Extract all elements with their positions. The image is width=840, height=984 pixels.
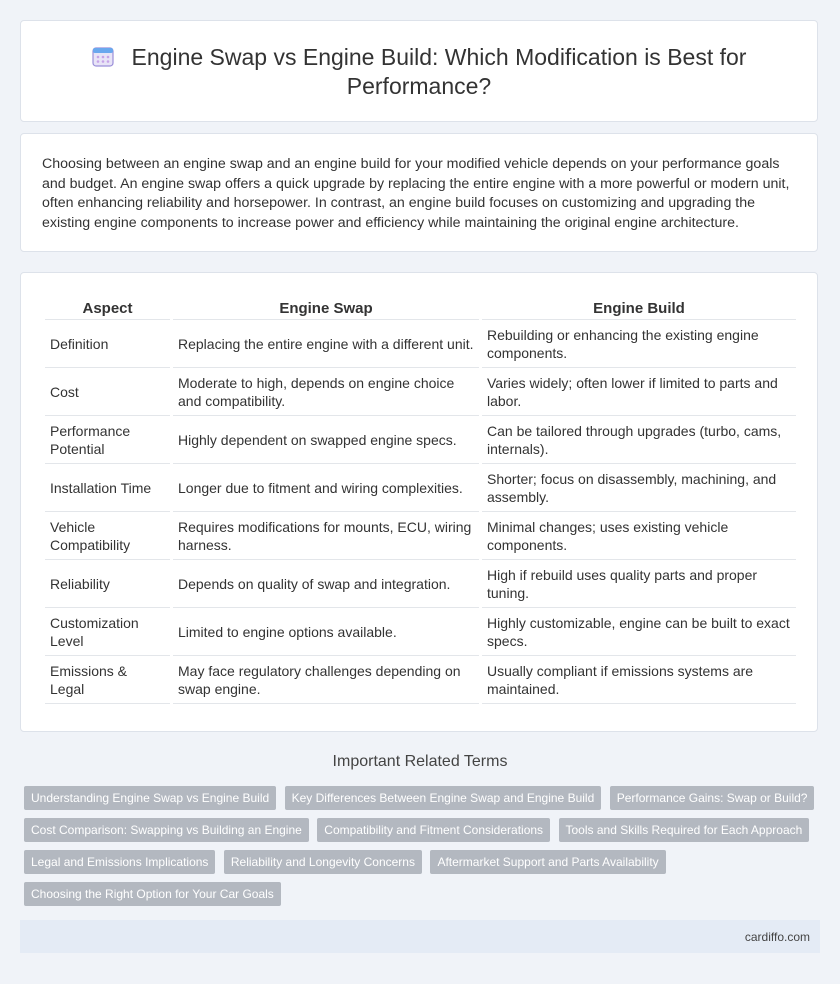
row-build: Shorter; focus on disassembly, machining, and assembly. bbox=[482, 464, 796, 512]
intro-card bbox=[20, 133, 818, 252]
row-swap: Highly dependent on swapped engine specs. bbox=[173, 416, 479, 464]
related-term-tag[interactable]: Compatibility and Fitment Considerations bbox=[317, 818, 550, 842]
row-build: Usually compliant if emissions systems are maintained. bbox=[482, 656, 796, 704]
title-card bbox=[20, 20, 818, 122]
table-row bbox=[45, 560, 796, 608]
row-swap: Longer due to fitment and wiring complexities. bbox=[173, 464, 479, 512]
row-build: Minimal changes; uses existing vehicle components. bbox=[482, 512, 796, 560]
header-engine-build: Engine Build bbox=[482, 297, 796, 320]
comparison-table bbox=[42, 297, 799, 704]
row-aspect: Installation Time bbox=[45, 464, 170, 512]
related-term-tag[interactable]: Performance Gains: Swap or Build? bbox=[610, 786, 815, 810]
row-aspect: Customization Level bbox=[45, 608, 170, 656]
table-row bbox=[45, 368, 796, 416]
row-swap: Limited to engine options available. bbox=[173, 608, 479, 656]
row-aspect: Definition bbox=[45, 320, 170, 368]
row-aspect: Vehicle Compatibility bbox=[45, 512, 170, 560]
related-terms-title: Important Related Terms bbox=[332, 753, 508, 770]
row-swap: Depends on quality of swap and integration. bbox=[173, 560, 479, 608]
comparison-card bbox=[20, 272, 818, 732]
row-build: Varies widely; often lower if limited to parts and labor. bbox=[482, 368, 796, 416]
table-row bbox=[45, 512, 796, 560]
page-title: Engine Swap vs Engine Build: Which Modification is Best for Performance? bbox=[131, 44, 747, 99]
page-title-wrap bbox=[21, 43, 817, 101]
related-term-tag[interactable]: Key Differences Between Engine Swap and Engine Build bbox=[285, 786, 602, 810]
related-term-tag[interactable]: Aftermarket Support and Parts Availability bbox=[430, 850, 665, 874]
related-terms-list bbox=[24, 786, 824, 914]
row-aspect: Cost bbox=[45, 368, 170, 416]
row-aspect: Emissions & Legal bbox=[45, 656, 170, 704]
row-build: Can be tailored through upgrades (turbo, cams, internals). bbox=[482, 416, 796, 464]
table-row bbox=[45, 464, 796, 512]
table-row bbox=[45, 656, 796, 704]
footer-site-link[interactable]: cardiffo.com bbox=[744, 930, 810, 944]
intro-paragraph: Choosing between an engine swap and an engine build for your modified vehicle depends on your performance goals and budget. An engine swap offers a quick upgrade by replacing the entire engine with a more powerful or modern unit, often enhancing reliability and horsepower. In contrast, an engine build focuses on customizing and upgrading the existing engine components to increase power and efficiency while maintaining the original engine architecture. bbox=[42, 156, 790, 231]
row-aspect: Reliability bbox=[45, 560, 170, 608]
table-header-row bbox=[45, 297, 796, 320]
related-term-tag[interactable]: Legal and Emissions Implications bbox=[24, 850, 215, 874]
table-row bbox=[45, 320, 796, 368]
row-swap: May face regulatory challenges depending on swap engine. bbox=[173, 656, 479, 704]
related-term-tag[interactable]: Reliability and Longevity Concerns bbox=[224, 850, 422, 874]
row-aspect: Performance Potential bbox=[45, 416, 170, 464]
row-build: Rebuilding or enhancing the existing engine components. bbox=[482, 320, 796, 368]
table-row bbox=[45, 608, 796, 656]
footer bbox=[20, 920, 820, 953]
row-swap: Moderate to high, depends on engine choice and compatibility. bbox=[173, 368, 479, 416]
row-swap: Requires modifications for mounts, ECU, wiring harness. bbox=[173, 512, 479, 560]
header-aspect: Aspect bbox=[45, 297, 170, 320]
row-swap: Replacing the entire engine with a different unit. bbox=[173, 320, 479, 368]
related-term-tag[interactable]: Cost Comparison: Swapping vs Building an Engine bbox=[24, 818, 309, 842]
header-engine-swap: Engine Swap bbox=[173, 297, 479, 320]
related-term-tag[interactable]: Understanding Engine Swap vs Engine Build bbox=[24, 786, 276, 810]
related-term-tag[interactable]: Tools and Skills Required for Each Approach bbox=[559, 818, 810, 842]
calendar-icon bbox=[92, 45, 114, 67]
related-term-tag[interactable]: Choosing the Right Option for Your Car Goals bbox=[24, 882, 281, 906]
row-build: High if rebuild uses quality parts and proper tuning. bbox=[482, 560, 796, 608]
table-row bbox=[45, 416, 796, 464]
row-build: Highly customizable, engine can be built to exact specs. bbox=[482, 608, 796, 656]
